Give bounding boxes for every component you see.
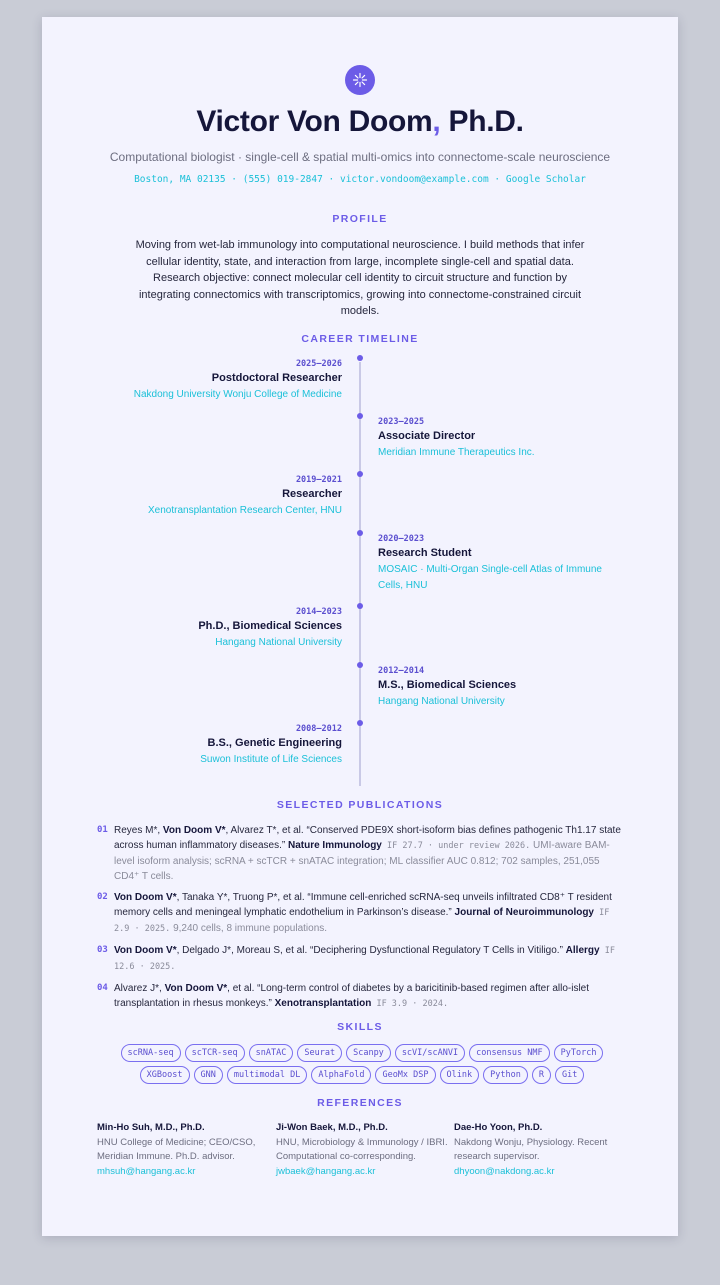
- publication-number: 04: [97, 983, 108, 993]
- publication-self-author: Von Doom V*: [162, 825, 226, 836]
- timeline-org[interactable]: Xenotransplantation Research Center, HNU: [148, 505, 342, 516]
- timeline-dot: [357, 603, 363, 609]
- skill-chip: Seurat: [297, 1044, 342, 1062]
- publication-meta: IF 27.7 · under review 2026.: [381, 841, 531, 851]
- reference-name: Dae-Ho Yoon, Ph.D.: [454, 1122, 543, 1133]
- publication-citation: , Delgado J*, Moreau S, et al. “Deciphering Dysfunctional Regulatory T Cells in Vitiligo.”: [176, 945, 566, 956]
- publication-journal: Allergy: [565, 945, 600, 956]
- reference-email[interactable]: dhyoon@nakdong.ac.kr: [454, 1165, 555, 1177]
- timeline-dot: [357, 662, 363, 668]
- publication-journal: Journal of Neuroimmunology: [454, 907, 594, 918]
- timeline-years: 2008–2012: [295, 724, 342, 734]
- references-heading: REFERENCES: [317, 1097, 403, 1109]
- reference-description: HNU, Microbiology & Immunology / IBRI. Computational co-corresponding.: [276, 1136, 448, 1162]
- skill-chip: Git: [555, 1066, 584, 1084]
- skill-chip: scVI/scANVI: [395, 1044, 465, 1062]
- skill-chip: PyTorch: [554, 1044, 604, 1062]
- resume-page: [42, 17, 678, 1236]
- timeline-org[interactable]: Hangang National University: [215, 637, 342, 648]
- timeline-role: Research Student: [378, 547, 472, 559]
- publication-number: 03: [97, 945, 108, 955]
- timeline-role: M.S., Biomedical Sciences: [378, 679, 517, 691]
- timeline-dot: [357, 355, 363, 361]
- timeline-entry: [378, 416, 618, 461]
- skill-chip: GNN: [194, 1066, 223, 1084]
- name-text: Victor Von Doom: [196, 105, 433, 138]
- profile-text: Moving from wet-lab immunology into computational neuroscience. I build methods that infer cellular identity, state, and interaction from large, incomplete single-cell and spatial data. Research objective: connect molecular cell identity to circuit structure and function by integrating connectomics with transcriptomics, growing into connectome-constrained circuit models.: [135, 239, 585, 318]
- timeline-entry: [378, 533, 618, 594]
- timeline-entry: [378, 665, 618, 710]
- publication-authors-pre: Alvarez J*,: [114, 983, 165, 994]
- publication-citation: , Tanaka Y*, Truong P*, et al. “Immune cell-enriched scRNA-seq unveils infiltrated CD8⁺ T resident memory cells and meningeal lymphatic endothelium in Parkinson’s disease.”: [114, 892, 612, 918]
- name-comma: ,: [432, 105, 441, 138]
- skill-chip: XGBoost: [140, 1066, 190, 1084]
- skill-chip: Python: [483, 1066, 528, 1084]
- skills-list: [117, 1044, 607, 1088]
- publication-number: 02: [97, 892, 108, 902]
- timeline-years: 2019–2021: [295, 475, 342, 485]
- skill-chip: snATAC: [249, 1044, 294, 1062]
- publication-item: [97, 981, 627, 1012]
- skill-chip: consensus NMF: [469, 1044, 550, 1062]
- timeline-org[interactable]: Meridian Immune Therapeutics Inc.: [378, 447, 535, 458]
- publication-authors-pre: Reyes M*,: [114, 825, 163, 836]
- reference-card: [454, 1121, 626, 1179]
- publication-meta: IF 12.6 · 2025.: [114, 946, 615, 972]
- timeline-years: 2014–2023: [295, 607, 342, 617]
- publication-meta: IF 2.9 · 2025.: [114, 908, 610, 934]
- timeline-entry: [102, 358, 342, 403]
- publications-heading: SELECTED PUBLICATIONS: [276, 799, 444, 811]
- publication-self-author: Von Doom V*: [114, 945, 177, 956]
- reference-name: Min-Ho Suh, M.D., Ph.D.: [97, 1122, 205, 1133]
- name-suffix: Ph.D.: [440, 105, 524, 138]
- reference-name: Ji-Won Baek, M.D., Ph.D.: [276, 1122, 388, 1133]
- tagline: Computational biologist · single-cell & spatial multi-omics into connectome-scale neuroscience: [109, 150, 611, 164]
- timeline-entry: [102, 474, 342, 519]
- skill-chip: Olink: [440, 1066, 480, 1084]
- skill-chip: scTCR-seq: [185, 1044, 245, 1062]
- skill-chip: Scanpy: [346, 1044, 391, 1062]
- skill-chip: R: [532, 1066, 551, 1084]
- timeline-org[interactable]: MOSAIC · Multi-Organ Single-cell Atlas of Immune Cells, HNU: [378, 564, 602, 591]
- publication-journal: Nature Immunology: [287, 840, 382, 851]
- publication-list: [97, 823, 627, 1018]
- publication-item: [97, 943, 627, 975]
- reference-card: [276, 1121, 448, 1179]
- timeline-role: Researcher: [282, 488, 342, 500]
- timeline-years: 2023–2025: [378, 417, 425, 427]
- timeline-role: Ph.D., Biomedical Sciences: [198, 620, 342, 632]
- timeline-dot: [357, 720, 363, 726]
- timeline-role: Postdoctoral Researcher: [211, 372, 342, 384]
- publication-item: [97, 823, 627, 884]
- timeline-heading: CAREER TIMELINE: [301, 333, 419, 345]
- publication-self-author: Von Doom V*: [114, 892, 177, 903]
- publication-journal: Xenotransplantation: [274, 998, 372, 1009]
- page-title: [42, 105, 678, 139]
- timeline-org[interactable]: Suwon Institute of Life Sciences: [200, 754, 342, 765]
- reference-card: [97, 1121, 269, 1179]
- timeline-org[interactable]: Hangang National University: [378, 696, 505, 707]
- publication-note: UMI-aware BAM-level isoform analysis; scRNA + scTCR + snATAC integration; ML classifier AUC 0.812; 702 samples, 251,055 CD4⁺ T cells.: [114, 840, 610, 882]
- reference-description: HNU College of Medicine; CEO/CSO, Meridian Immune. Ph.D. advisor.: [97, 1136, 256, 1162]
- sparkle-icon: [345, 65, 375, 95]
- profile-heading: PROFILE: [332, 213, 388, 225]
- contact-line[interactable]: Boston, MA 02135 · (555) 019-2847 · victor.vondoom@example.com · Google Scholar: [134, 174, 586, 185]
- timeline-dot: [357, 530, 363, 536]
- timeline-entry: [102, 723, 342, 768]
- skills-heading: SKILLS: [337, 1021, 383, 1033]
- publication-self-author: Von Doom V*: [164, 983, 228, 994]
- skill-chip: GeoMx DSP: [375, 1066, 435, 1084]
- timeline-org[interactable]: Nakdong University Wonju College of Medicine: [133, 389, 342, 400]
- publication-number: 01: [97, 825, 108, 835]
- reference-description: Nakdong Wonju, Physiology. Recent research supervisor.: [454, 1136, 608, 1162]
- skill-chip: multimodal DL: [227, 1066, 308, 1084]
- timeline-role: Associate Director: [378, 430, 476, 442]
- publication-citation: , Alvarez T*, et al. “Conserved PDE9X short-isoform bias defines pathogenic Th1.17 state across human inflammatory diseases.”: [114, 825, 621, 851]
- publication-citation: , et al. “Long-term control of diabetes by a baricitinib-based regimen after allo-islet transplantation in rhesus monkeys.”: [114, 983, 590, 1009]
- timeline-dot: [357, 413, 363, 419]
- publication-item: [97, 890, 627, 937]
- reference-email[interactable]: mhsuh@hangang.ac.kr: [97, 1165, 196, 1177]
- timeline-role: B.S., Genetic Engineering: [207, 737, 342, 749]
- timeline-dot: [357, 471, 363, 477]
- timeline-years: 2025–2026: [295, 359, 342, 369]
- publication-meta: IF 3.9 · 2024.: [371, 999, 449, 1009]
- skill-chip: scRNA-seq: [121, 1044, 181, 1062]
- timeline-years: 2012–2014: [378, 666, 425, 676]
- timeline-entry: [102, 606, 342, 651]
- timeline-years: 2020–2023: [378, 534, 425, 544]
- skill-chip: AlphaFold: [311, 1066, 371, 1084]
- publication-note: 9,240 cells, 8 immune populations.: [170, 923, 328, 934]
- reference-email[interactable]: jwbaek@hangang.ac.kr: [276, 1165, 376, 1177]
